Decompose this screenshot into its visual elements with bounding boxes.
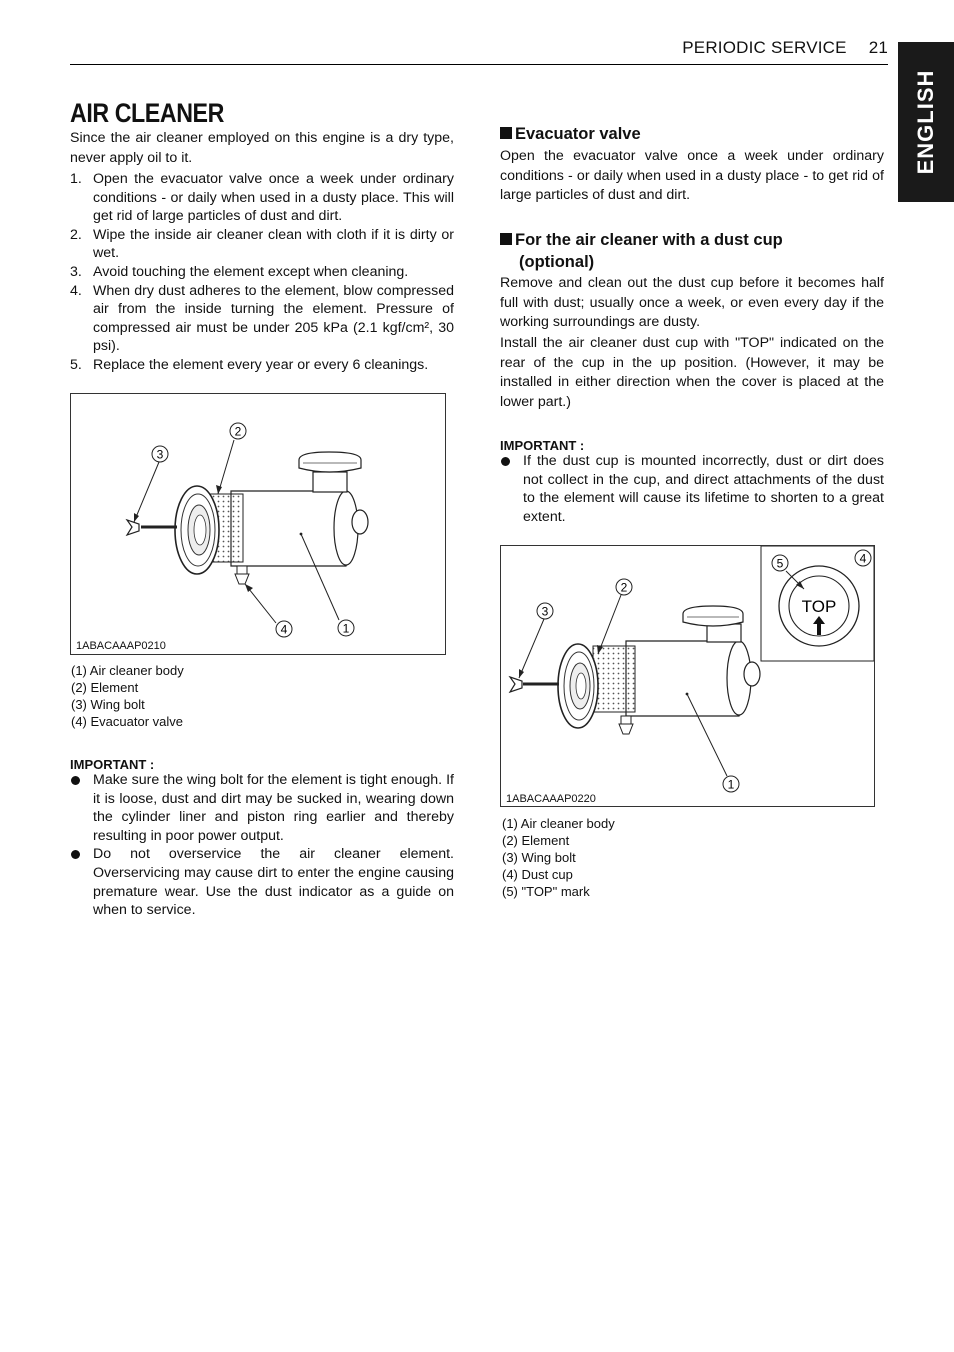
svg-text:1: 1 (727, 777, 735, 792)
dust-cup-illustration (501, 546, 874, 806)
language-tab-label: ENGLISH (913, 69, 938, 175)
page-title: AIR CLEANER (70, 98, 224, 128)
list-item: If the dust cup is mounted incorrectly, dust or dirt does not collect in the cup, and direct attachments of the dust to the element will cause its lifetime to shorten to a great extent. (500, 452, 884, 526)
figure-air-cleaner (70, 393, 446, 655)
callout-2 (230, 423, 246, 439)
figure-code: 1ABACAAAP0210 (76, 640, 166, 652)
caption-item: (1) Air cleaner body (502, 816, 615, 831)
caption-item: (2) Element (71, 680, 139, 695)
list-item: 1. Open the evacuator valve once a week under ordinary conditions - or daily when used in a dusty place. This will get rid of large particles of dust and dirt. (70, 171, 454, 225)
svg-text:3: 3 (541, 604, 549, 619)
caption-item: (2) Element (502, 833, 570, 848)
dust-cup-paragraph-1: Remove and clean out the dust cup before it becomes half full with dust; usually once a week, or even every day if the working surroundings are dusty. (500, 275, 884, 331)
callout-1 (338, 620, 354, 636)
callout-1 (723, 776, 739, 792)
important-label: IMPORTANT : (70, 757, 155, 772)
list-item: 5. Replace the element every year or every 6 cleanings. (70, 356, 429, 373)
language-tab (898, 42, 954, 202)
svg-text:2: 2 (234, 424, 242, 439)
square-bullet-icon (500, 233, 512, 245)
caption-item: (5) "TOP" mark (502, 884, 590, 899)
callout-4 (276, 621, 292, 637)
list-item: 4. When dry dust adheres to the element, blow compressed air from the inside turning the element. Pressure of compressed air must be under 205 kPa (2.1 kgf/cm², 30 psi). (70, 282, 454, 355)
running-header (600, 38, 888, 58)
callout-2 (616, 579, 632, 595)
list-item: Make sure the wing bolt for the element is tight enough. If it is loose, dust and dirt may be sucked in, wearing down the cylinder liner and piston ring earlier and thereby resulting in poor power output. (70, 771, 454, 845)
svg-text:5: 5 (776, 556, 784, 571)
callout-3 (152, 446, 168, 462)
header-section: PERIODIC SERVICE (682, 38, 847, 57)
callout-3 (537, 603, 553, 619)
list-item: Do not overservice the air cleaner element. Overservicing may cause dirt to enter the engine causing premature wear. Use the dust indicator as a guide on when to service. (70, 845, 454, 919)
important-list (500, 452, 884, 526)
figure-code: 1ABACAAAP0220 (506, 793, 596, 805)
bullet-icon (71, 850, 80, 859)
caption-item: (3) Wing bolt (502, 850, 576, 865)
section-heading-evacuator: Evacuator valve (500, 123, 884, 145)
svg-text:4: 4 (859, 551, 867, 566)
figure-dust-cup (500, 545, 875, 807)
dust-cup-paragraph-2: Install the air cleaner dust cup with "TOP" indicated on the rear of the cup in the up position. (However, it may be installed in either direction when the cover is placed at the lower part.) (500, 335, 884, 410)
bullet-icon (501, 457, 510, 466)
caption-item: (3) Wing bolt (71, 697, 145, 712)
evacuator-paragraph: Open the evacuator valve once a week under ordinary conditions - or daily when used in a dusty place - to get rid of large particles of dust and dirt. (500, 148, 884, 204)
list-item: 2. Wipe the inside air cleaner clean with cloth if it is dirty or wet. (70, 226, 454, 262)
callout-4 (855, 550, 871, 566)
svg-text:1: 1 (342, 621, 350, 636)
steps-list (70, 170, 454, 375)
svg-text:2: 2 (620, 580, 628, 595)
section-heading-dust-cup: For the air cleaner with a dust cup (optional) (500, 229, 884, 273)
caption-item: (1) Air cleaner body (71, 663, 184, 678)
air-cleaner-illustration (71, 394, 445, 654)
list-item: 3. Avoid touching the element except when cleaning. (70, 263, 409, 280)
svg-text:4: 4 (280, 622, 288, 637)
caption-item: (4) Dust cup (502, 867, 573, 882)
important-list (70, 771, 454, 920)
svg-text:3: 3 (156, 447, 164, 462)
square-bullet-icon (500, 127, 512, 139)
intro-paragraph: Since the air cleaner employed on this engine is a dry type, never apply oil to it. (70, 130, 454, 166)
header-rule (70, 64, 888, 65)
bullet-icon (71, 776, 80, 785)
caption-item: (4) Evacuator valve (71, 714, 183, 729)
callout-5 (772, 555, 788, 571)
page-number: 21 (868, 38, 888, 57)
figure1-captions (71, 662, 184, 730)
top-mark-text: TOP (801, 597, 837, 616)
figure2-captions (502, 815, 615, 900)
important-label: IMPORTANT : (500, 438, 585, 453)
